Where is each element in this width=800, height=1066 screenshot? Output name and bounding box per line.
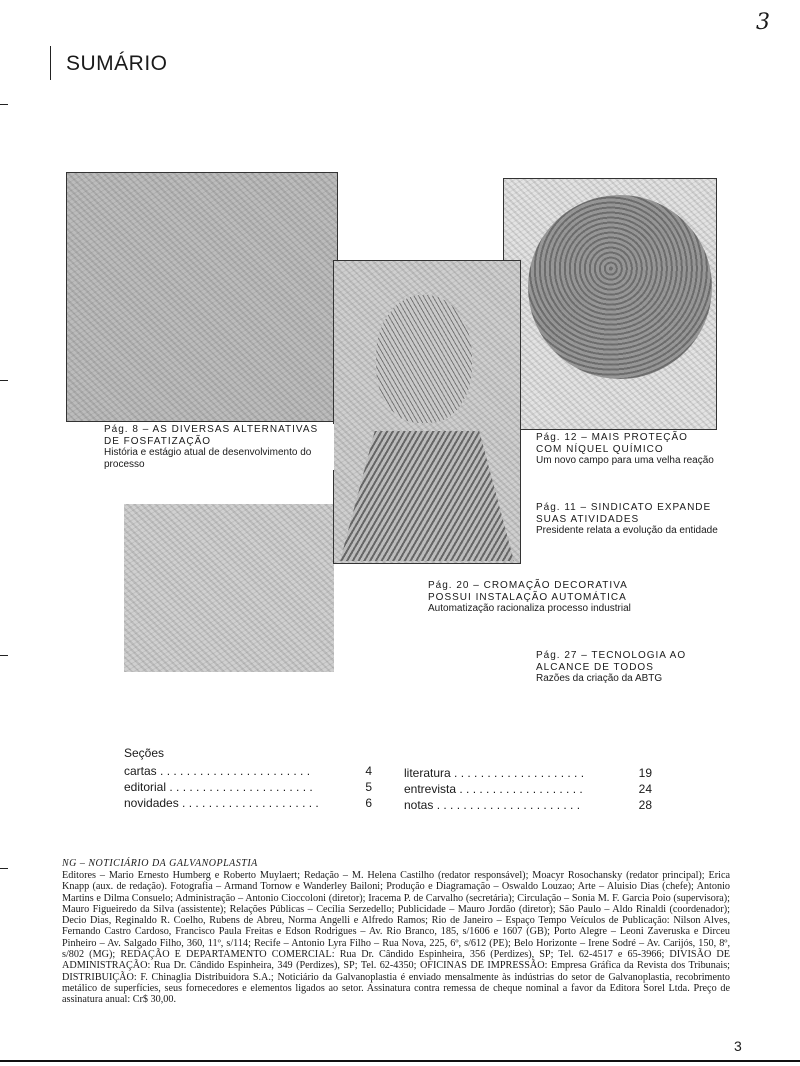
section-page: 19	[638, 766, 652, 780]
scan-mark	[0, 104, 8, 105]
sections-left-column	[124, 764, 372, 812]
section-page: 28	[638, 798, 652, 812]
sphere-disk	[528, 195, 712, 379]
section-name: editorial . . . . . . . . . . . . . . . . . . . . . .	[124, 780, 313, 794]
feature-subtitle: Razões da criação da ABTG	[536, 673, 663, 684]
portrait-body	[340, 431, 514, 561]
sections-label: Seções	[124, 746, 165, 760]
portrait-photo	[333, 260, 521, 564]
feature-caption-p20	[428, 580, 658, 615]
sphere-photo	[503, 178, 717, 430]
machine-photo	[66, 172, 338, 422]
section-name: novidades . . . . . . . . . . . . . . . . . . . . .	[124, 796, 319, 810]
scan-mark	[0, 868, 8, 869]
header-rule	[50, 46, 51, 80]
feature-caption-p8	[104, 424, 334, 470]
section-name: literatura . . . . . . . . . . . . . . . . . . . .	[404, 766, 585, 780]
feature-caption-p12	[536, 432, 718, 467]
section-page: 4	[365, 764, 372, 778]
section-name: entrevista . . . . . . . . . . . . . . . . . . .	[404, 782, 583, 796]
section-row	[124, 796, 372, 812]
page-title: SUMÁRIO	[66, 52, 168, 75]
feature-caption-p27	[536, 650, 716, 685]
feature-subtitle: Presidente relata a evolução da entidade	[536, 525, 718, 536]
corner-page-number: 3	[756, 10, 770, 35]
feature-heading: Pág. 20 – CROMAÇÃO DECORATIVA POSSUI INSTALAÇÃO AUTOMÁTICA	[428, 580, 628, 603]
section-row	[404, 798, 652, 814]
portrait-head	[376, 295, 472, 423]
section-page: 24	[638, 782, 652, 796]
footer-page-number: 3	[734, 1038, 742, 1054]
section-row	[404, 766, 652, 782]
building-photo	[124, 504, 334, 672]
section-row	[124, 764, 372, 780]
bottom-rule	[0, 1060, 800, 1062]
masthead-title: NG – NOTICIÁRIO DA GALVANOPLASTIA	[62, 858, 258, 869]
feature-subtitle: História e estágio atual de desenvolvimento do processo	[104, 447, 312, 470]
section-name: notas . . . . . . . . . . . . . . . . . . . . . .	[404, 798, 581, 812]
feature-heading: Pág. 27 – TECNOLOGIA AO ALCANCE DE TODOS	[536, 650, 687, 673]
scan-mark	[0, 380, 8, 381]
feature-subtitle: Um novo campo para uma velha reação	[536, 455, 714, 466]
section-row	[124, 780, 372, 796]
sections-right-column	[404, 766, 652, 814]
masthead-credits: Editores – Mario Ernesto Humberg e Roberto Muylaert; Redação – M. Helena Castilho (redator responsável); Moacyr Rosochansky (redator principal); Erica Knapp (aux. de redação). Fotografia – Armand Tornow e Wanderley Bailoni; Produção e Diagramação – Oswaldo Louzao; Arte – Aluisio Dias (chefe); Antonio Martins e Dilma Consuelo; Administração – Antonio Cioccoloni (diretor); Iracema P. de Carvalho (secretária); Circulação – Sonia M. F. Garcia Poio (supervisora); Mauro Figueiredo da Silva (assistente); Relações Públicas – Cecília Serzedello; Publicidade – Mauro Jordão (diretor); São Paulo – Aldo Rinaldi (coordenador); Decio Dias, Reginaldo R. Coelho, Rubens de Abreu, Norma Angelli e Alfredo Ramos; Rio de Janeiro – Espaço Tempo Veículos de Publicação: Nilson Alves, Fernando Castro Cardoso, Francisco Paula Freitas e Edson Rodrigues – Av. Rio Branco, 185, s/1606 e 1607 (GB); Porto Alegre – Leoni Zaveruska e Dirceu Pinheiro – Av. Salgado Filho, 360, 11º, s/114; Recife – Antonio Lyra Filho – Rua Nova, 225, 6º, s/612 (PE); Belo Horizonte – Irene Sodré – Av. Carijós, 150, 8º, s/802 (MG); REDAÇÃO E DEPARTAMENTO COMERCIAL: Rua Dr. Cândido Espinheira, 356 (Perdizes), SP; Tel. 62-4517 e 65-3966; DIVISÃO DE ADMINISTRAÇÃO: Rua Dr. Cândido Espinheira, 349 (Perdizes), SP; Tel. 62-4350; OFICINAS DE IMPRESSÃO: Empresa Gráfica da Revista dos Tribunais; DISTRIBUIÇÃO: F. Chinaglia Distribuidora S.A.; Noticiário da Galvanoplastia é enviado mensalmente às indústrias do setor de Galvanoplastia, recobrimento metálico de superfícies, seus fornecedores e elementos ligados ao setor. Assinatura contra remessa de cheque nominal a favor da Editora Sorel Ltda. Preço de assinatura anual: Cr$ 30,00.	[62, 870, 730, 1006]
feature-heading: Pág. 11 – SINDICATO EXPANDE SUAS ATIVIDADES	[536, 502, 712, 525]
section-row	[404, 782, 652, 798]
section-page: 5	[365, 780, 372, 794]
section-name: cartas . . . . . . . . . . . . . . . . . . . . . . .	[124, 764, 311, 778]
feature-subtitle: Automatização racionaliza processo industrial	[428, 603, 631, 614]
section-page: 6	[365, 796, 372, 810]
scan-mark	[0, 655, 8, 656]
feature-caption-p11	[536, 502, 718, 537]
feature-heading: Pág. 12 – MAIS PROTEÇÃO COM NÍQUEL QUÍMICO	[536, 432, 688, 455]
feature-heading: Pág. 8 – AS DIVERSAS ALTERNATIVAS DE FOSFATIZAÇÃO	[104, 424, 319, 447]
